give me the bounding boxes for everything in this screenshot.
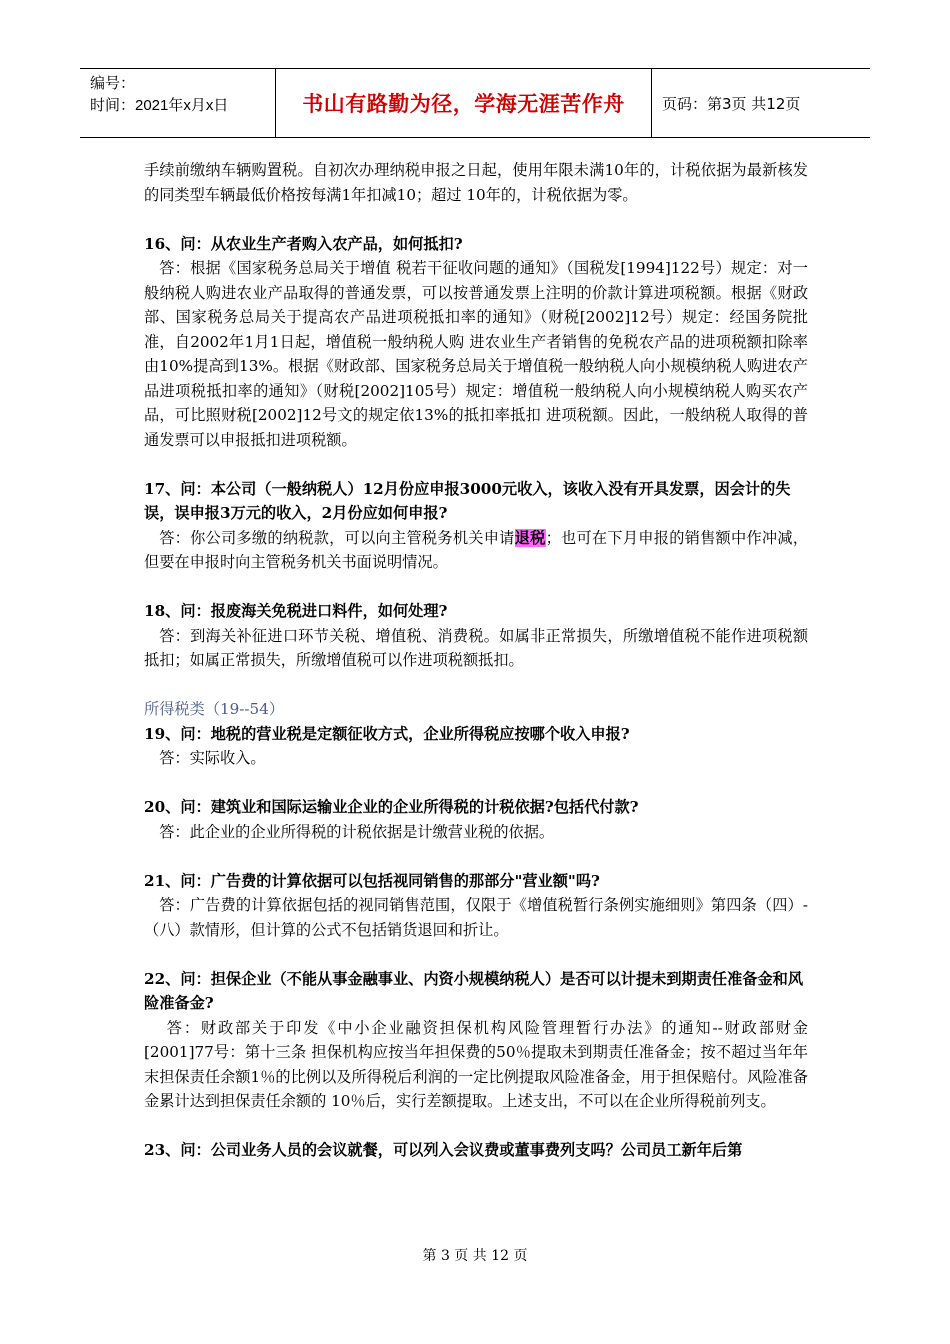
question-20: 20、问：建筑业和国际运输业企业的企业所得税的计税依据?包括代付款?	[144, 798, 639, 816]
intro-paragraph: 手续前缴纳车辆购置税。自初次办理纳税申报之日起，使用年限未满10年的，计税依据为最新核发的同类型车辆最低价格按每满1年扣减10；超过 10年的，计税依据为零。	[144, 161, 808, 204]
answer-19: 答：实际收入。	[159, 749, 266, 767]
page-footer: 第 3 页 共 12 页	[422, 1248, 528, 1264]
answer-18: 答：到海关补征进口环节关税、增值税、消费税。如属非正常损失，所缴增值税不能作进项税额抵扣；如属正常损失，所缴增值税可以作进项税额抵扣。	[144, 626, 808, 669]
answer-17-text-1: 答：你公司多缴的纳税款，可以向主管税务机关申请	[159, 528, 515, 547]
question-23: 23、问：公司业务人员的会议就餐，可以列入会议费或董事费列支吗？公司员工新年后第	[144, 1141, 743, 1159]
document-time-label: 时间：2021年x月x日	[90, 97, 229, 114]
highlighted-term: 退税	[514, 528, 546, 547]
question-16: 16、问：从农业生产者购入农产品，如何抵扣?	[144, 234, 463, 253]
question-17: 17、问：本公司（一般纳税人）12月份应申报3000元收入，该收入没有开具发票，因会计的失误，误申报3万元的收入，2月份应如何申报?	[144, 479, 791, 522]
header-page-number: 页码：第3页 共12页	[662, 94, 801, 113]
answer-17	[144, 526, 808, 575]
question-21: 21、问：广告费的计算依据可以包括视同销售的那部分"营业额"吗?	[144, 871, 600, 890]
question-22: 22、问：担保企业（不能从事金融事业、内资小规模纳税人）是否可以计提未到期责任准备金和风险准备金?	[144, 969, 804, 1012]
document-number-label: 编号：	[90, 75, 136, 92]
question-19: 19、问：地税的营业税是定额征收方式，企业所得税应按哪个收入申报?	[144, 724, 630, 743]
question-18: 18、问：报废海关免税进口料件，如何处理?	[144, 602, 448, 620]
answer-22: 答：财政部关于印发《中小企业融资担保机构风险管理暂行办法》的通知--财政部财金[2001]77号：第十三条 担保机构应按当年担保费的50％提取未到期责任准备金；按不超过当年年末担保责任余额1％的比例以及所得税后利润的一定比例提取风险准备金，用于担保赔付。风险准备金累计达到担保责任余额的 10％后，实行差额提取。上述支出，不可以在企业所得税前列支。	[144, 1018, 808, 1110]
answer-16: 答：根据《国家税务总局关于增值 税若干征收问题的通知》（国税发[1994]122号）规定：对一般纳税人购进农业产品取得的普通发票，可以按普通发票上注明的价款计算进项税额。根据《财政部、国家税务总局关于提高农产品进项税抵扣率的通知》（财税[2002]12号）规定：经国务院批准，自2002年1月1日起，增值税一般纳税人购 进农业生产者销售的免税农产品的进项税额扣除率由10%提高到13%。根据《财政部、国家税务总局关于增值税一般纳税人向小规模纳税人购进农产品进项税抵扣率的通知》（财税[2002]105号）规定：增值税一般纳税人向小规模纳税人购买农产品，可比照财税[2002]12号文的规定依13%的抵扣率抵扣 进项税额。因此，一般纳税人取得的普通发票可以申报抵扣进项税额。	[144, 259, 808, 449]
section-heading: 所得税类（19--54）	[144, 700, 285, 718]
answer-17-text-2: ；也可在下月申报的销售额中作冲减，但要在申报时向主管税务机关书面说明情况。	[144, 528, 809, 571]
answer-21: 答：广告费的计算依据包括的视同销售范围，仅限于《增值税暂行条例实施细则》第四条（四）-（八）款情形，但计算的公式不包括销货退回和折让。	[144, 896, 808, 939]
answer-20: 答：此企业的企业所得税的计税依据是计缴营业税的依据。	[159, 822, 555, 841]
header-left-cell	[80, 69, 276, 137]
page-header	[80, 68, 870, 138]
document-body	[144, 158, 808, 1163]
header-motto: 书山有路勤为径，学海无涯苦作舟	[276, 69, 652, 137]
